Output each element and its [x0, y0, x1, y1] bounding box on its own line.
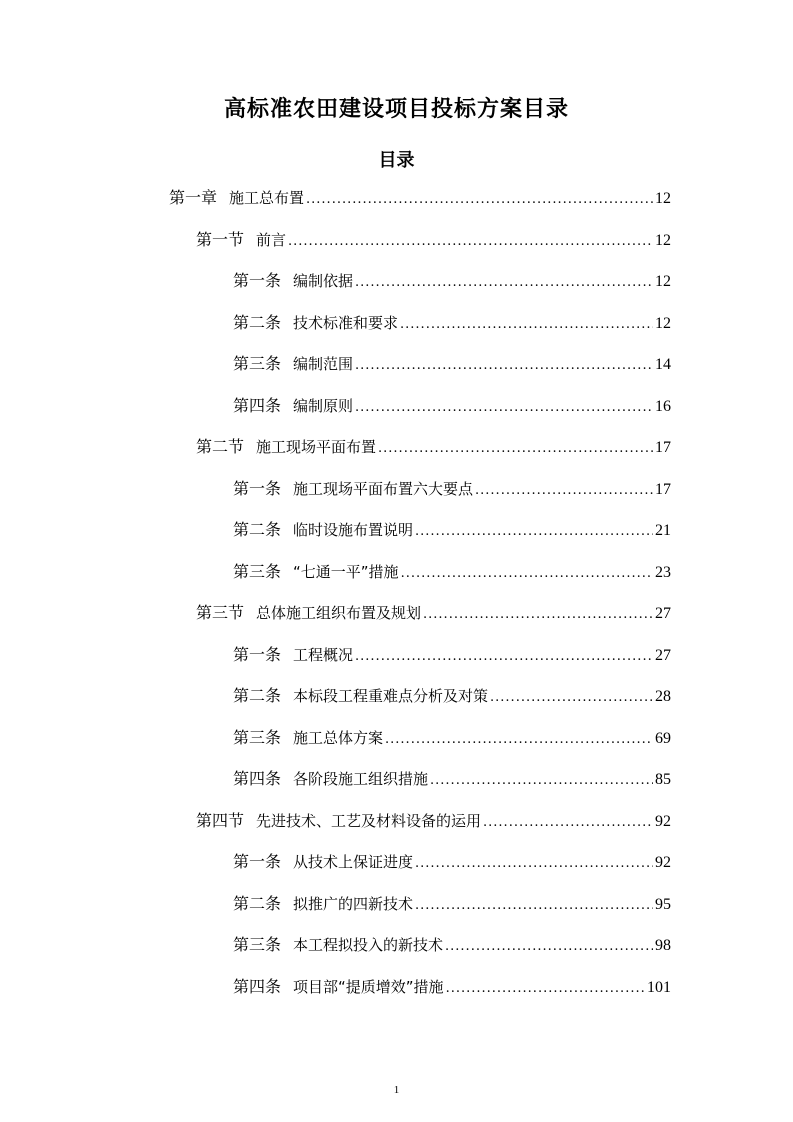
- toc-entry-section-3[interactable]: [196, 593, 671, 633]
- toc-entry-title: 技术标准和要求: [293, 313, 399, 332]
- toc-entry-title: 本标段工程重难点分析及对策: [293, 687, 489, 705]
- document-title: 高标准农田建设项目投标方案目录: [223, 97, 569, 122]
- toc-entry-title: 项目部“提质增效”措施: [293, 977, 444, 996]
- toc-entry-label: 第一条: [233, 478, 282, 498]
- toc-entry-title: 编制原则: [293, 396, 354, 415]
- toc-entry-title: 施工现场平面布置六大要点: [293, 479, 474, 498]
- dot-leader: [415, 844, 653, 884]
- toc-entry-title: 各阶段施工组织措施: [293, 770, 429, 788]
- toc-entry-label: 第三节: [196, 603, 245, 622]
- dot-leader: [355, 388, 653, 428]
- toc-entry-page: 28: [655, 688, 671, 705]
- toc-entry-page: 27: [655, 646, 671, 664]
- toc-entry-label: 第一条: [233, 644, 282, 664]
- toc-entry-label: 第四条: [233, 769, 282, 788]
- dot-leader: [355, 263, 653, 303]
- toc-entry-label: 第四节: [196, 810, 245, 830]
- toc-entry-title: 临时设施布置说明: [293, 521, 414, 539]
- dot-leader: [385, 720, 653, 760]
- toc-entry-label: 第一章: [169, 188, 218, 207]
- dot-leader: [475, 471, 653, 511]
- toc-entry-article[interactable]: [233, 344, 671, 384]
- dot-leader: [415, 512, 653, 552]
- toc-entry-title: 前言: [256, 230, 287, 249]
- toc-entry-page: 85: [655, 771, 671, 788]
- dot-leader: [400, 305, 653, 345]
- toc-entry-label: 第二条: [233, 686, 282, 705]
- toc-entry-article[interactable]: [233, 261, 671, 301]
- toc-entry-article[interactable]: [233, 386, 671, 426]
- toc-entry-title: “七通一平”措施: [293, 562, 399, 581]
- dot-leader: [288, 222, 653, 262]
- toc-entry-page: 95: [655, 895, 671, 913]
- toc-entry-label: 第二节: [196, 437, 245, 456]
- dot-leader: [355, 637, 653, 677]
- toc-entry-page: 23: [655, 563, 671, 581]
- toc-entry-label: 第二条: [233, 893, 282, 913]
- toc-entry-article[interactable]: [233, 552, 671, 592]
- dot-leader: [430, 761, 653, 801]
- toc-entry-page: 17: [655, 439, 671, 456]
- toc-entry-title: 先进技术、工艺及材料设备的运用: [256, 811, 482, 830]
- toc-entry-page: 12: [655, 314, 671, 332]
- toc-entry-chapter-1[interactable]: [169, 178, 671, 218]
- toc-entry-section-2[interactable]: [196, 427, 671, 467]
- toc-entry-article[interactable]: [233, 967, 671, 1007]
- dot-leader: [401, 554, 653, 594]
- toc-entry-title: 编制范围: [293, 355, 354, 373]
- dot-leader: [483, 803, 653, 843]
- toc-entry-title: 施工总体方案: [293, 728, 384, 747]
- toc-entry-label: 第二条: [233, 312, 282, 332]
- toc-entry-section-4[interactable]: [196, 801, 671, 841]
- dot-leader: [446, 969, 645, 1009]
- dot-leader: [445, 927, 653, 967]
- toc-entry-page: 16: [655, 397, 671, 415]
- toc-entry-article[interactable]: [233, 676, 671, 716]
- toc-entry-title: 工程概况: [293, 645, 354, 664]
- toc-entry-label: 第四条: [233, 976, 282, 996]
- dot-leader: [415, 886, 653, 926]
- dot-leader: [355, 346, 653, 386]
- toc-entry-title: 本工程拟投入的新技术: [293, 936, 444, 954]
- toc-entry-article[interactable]: [233, 510, 671, 550]
- page-number: 1: [393, 1084, 400, 1096]
- toc-entry-title: 施工总布置: [229, 189, 305, 207]
- toc-entry-page: 98: [655, 937, 671, 954]
- toc-entry-article[interactable]: [233, 759, 671, 799]
- dot-leader: [490, 678, 653, 718]
- toc-entry-title: 编制依据: [293, 272, 354, 290]
- dot-leader: [306, 180, 653, 220]
- toc-entry-page: 92: [655, 812, 671, 830]
- toc-entry-article[interactable]: [233, 842, 671, 882]
- toc-entry-article[interactable]: [233, 469, 671, 509]
- toc-entry-article[interactable]: [233, 303, 671, 343]
- toc-entry-title: 从技术上保证进度: [293, 853, 414, 871]
- toc-entry-page: 101: [647, 978, 671, 996]
- toc-entry-label: 第二条: [233, 520, 282, 539]
- toc-entry-section-1[interactable]: [196, 220, 671, 260]
- toc-entry-label: 第三条: [233, 561, 282, 581]
- toc-entry-label: 第一条: [233, 852, 282, 871]
- toc-entry-article[interactable]: [233, 635, 671, 675]
- toc-entry-page: 12: [655, 190, 671, 207]
- toc-entry-label: 第四条: [233, 395, 282, 415]
- toc-entry-label: 第三条: [233, 727, 282, 747]
- toc-entry-label: 第一节: [196, 229, 245, 249]
- toc-entry-article[interactable]: [233, 718, 671, 758]
- toc-entry-page: 27: [655, 605, 671, 622]
- toc-entry-article[interactable]: [233, 884, 671, 924]
- toc-entry-title: 施工现场平面布置: [256, 438, 377, 456]
- toc-entry-label: 第一条: [233, 271, 282, 290]
- toc-entry-page: 69: [655, 729, 671, 747]
- toc-entry-page: 14: [655, 356, 671, 373]
- toc-entry-label: 第三条: [233, 354, 282, 373]
- toc-entry-title: 拟推广的四新技术: [293, 894, 414, 913]
- toc-entry-page: 12: [655, 231, 671, 249]
- toc-entry-title: 总体施工组织布置及规划: [256, 604, 422, 622]
- toc-heading: 目录: [378, 150, 415, 171]
- dot-leader: [423, 595, 653, 635]
- toc-entry-page: 21: [655, 522, 671, 539]
- toc-entry-page: 17: [655, 480, 671, 498]
- toc-entry-article[interactable]: [233, 925, 671, 965]
- toc-entry-page: 92: [655, 854, 671, 871]
- toc-entry-label: 第三条: [233, 935, 282, 954]
- dot-leader: [378, 429, 653, 469]
- toc-entry-page: 12: [655, 273, 671, 290]
